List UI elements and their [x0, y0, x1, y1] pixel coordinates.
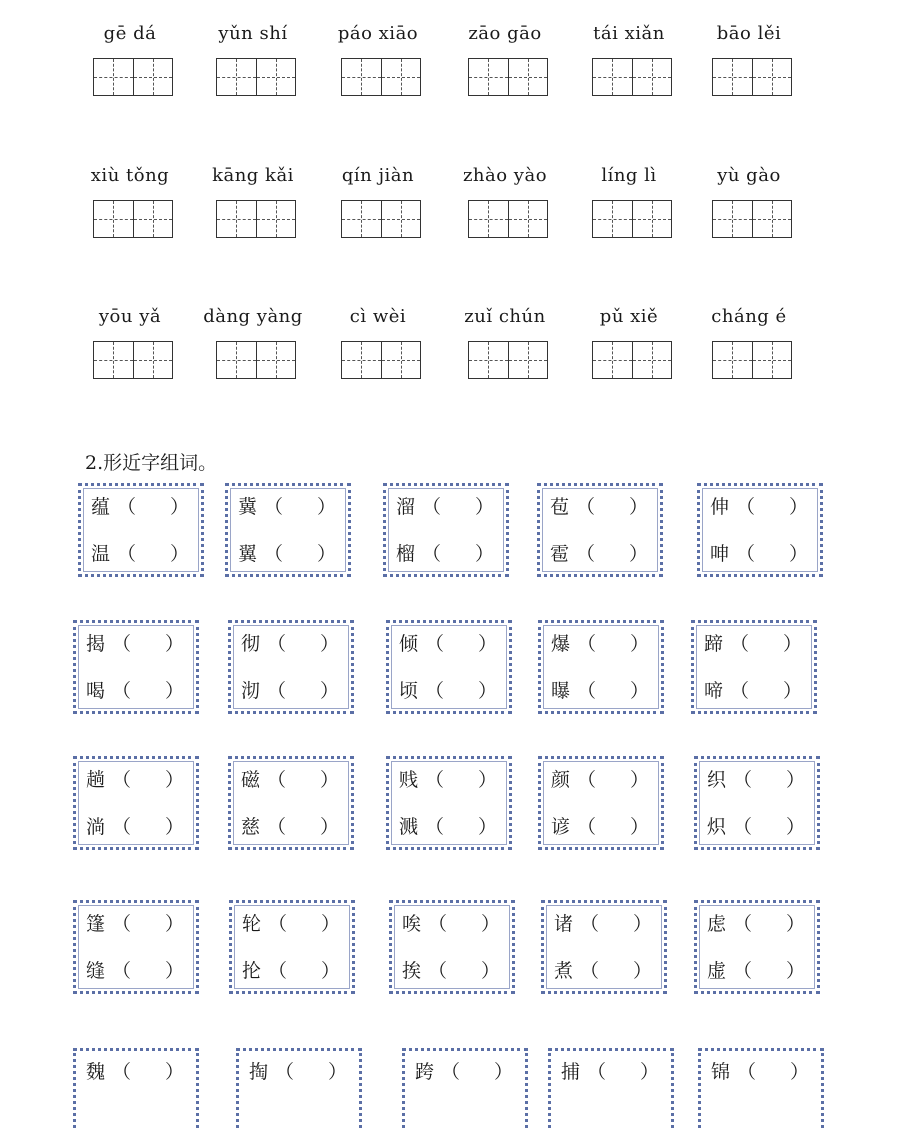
open-paren: （ — [264, 543, 284, 565]
character: 翼 — [238, 543, 258, 565]
close-paren: ） — [477, 680, 497, 702]
word-line[interactable] — [402, 958, 500, 984]
close-paren: ） — [477, 816, 497, 838]
close-paren: ） — [319, 633, 339, 655]
tian-grid-answer-box[interactable] — [93, 341, 173, 379]
tian-grid-answer-box[interactable] — [468, 341, 548, 379]
close-paren: ） — [789, 1061, 809, 1083]
close-paren: ） — [629, 816, 649, 838]
close-paren: ） — [169, 543, 189, 565]
tian-grid-cell[interactable] — [469, 342, 508, 378]
word-line[interactable] — [238, 494, 336, 520]
character: 挨 — [402, 960, 422, 982]
word-line[interactable] — [551, 767, 649, 793]
character: 煮 — [554, 960, 574, 982]
word-group-box — [383, 483, 509, 577]
word-group-box — [73, 756, 199, 850]
pinyin-item — [450, 22, 560, 102]
tian-grid-cell[interactable] — [133, 201, 173, 237]
word-line[interactable] — [561, 1059, 659, 1085]
close-paren: ） — [785, 816, 805, 838]
open-paren: （ — [425, 633, 445, 655]
open-paren: （ — [112, 680, 132, 702]
close-paren: ） — [632, 960, 652, 982]
word-line[interactable] — [396, 541, 494, 567]
close-paren: ） — [493, 1061, 513, 1083]
open-paren: （ — [730, 633, 750, 655]
tian-grid-cell[interactable] — [632, 59, 672, 95]
close-paren: ） — [788, 543, 808, 565]
open-paren: （ — [267, 633, 287, 655]
open-paren: （ — [577, 680, 597, 702]
word-line[interactable] — [402, 911, 500, 937]
character: 苞 — [550, 496, 570, 518]
close-paren: ） — [629, 680, 649, 702]
pinyin-text: líng lì — [601, 165, 657, 186]
open-paren: （ — [577, 769, 597, 791]
close-paren: ） — [164, 913, 184, 935]
open-paren: （ — [580, 913, 600, 935]
open-paren: （ — [733, 913, 753, 935]
pinyin-item — [694, 305, 804, 385]
character: 缝 — [86, 960, 106, 982]
word-line[interactable] — [399, 767, 497, 793]
character: 喝 — [86, 680, 106, 702]
word-line[interactable] — [399, 631, 497, 657]
tian-grid-cell[interactable] — [217, 342, 256, 378]
tian-grid-cell[interactable] — [381, 201, 421, 237]
word-group-box — [228, 620, 354, 714]
word-line[interactable] — [707, 814, 805, 840]
tian-grid-answer-box[interactable] — [592, 58, 672, 96]
pinyin-text: kāng kǎi — [212, 165, 294, 186]
tian-grid-answer-box[interactable] — [468, 58, 548, 96]
word-line[interactable] — [551, 631, 649, 657]
word-line[interactable] — [554, 911, 652, 937]
open-paren: （ — [733, 960, 753, 982]
tian-grid-cell[interactable] — [593, 59, 632, 95]
character: 颜 — [551, 769, 571, 791]
word-group-box — [389, 900, 515, 994]
word-group-box — [541, 900, 667, 994]
word-group-box — [694, 756, 820, 850]
word-group-box — [538, 620, 664, 714]
close-paren: ） — [319, 816, 339, 838]
pinyin-item — [450, 164, 560, 244]
word-line[interactable] — [86, 814, 184, 840]
open-paren: （ — [425, 680, 445, 702]
character: 温 — [91, 543, 111, 565]
word-line[interactable] — [707, 767, 805, 793]
pinyin-item — [694, 164, 804, 244]
character: 啼 — [704, 680, 724, 702]
tian-grid-cell[interactable] — [713, 342, 752, 378]
pinyin-item — [198, 305, 308, 385]
character: 轮 — [242, 913, 262, 935]
word-group-box — [73, 620, 199, 714]
tian-grid-cell[interactable] — [256, 342, 296, 378]
pinyin-text: yù gào — [717, 165, 781, 186]
word-group-box — [386, 620, 512, 714]
character: 趟 — [86, 769, 106, 791]
word-line[interactable] — [91, 494, 189, 520]
section-title: 2.形近字组词。 — [85, 452, 218, 474]
tian-grid-cell[interactable] — [133, 342, 173, 378]
word-line[interactable] — [707, 958, 805, 984]
tian-grid-answer-box[interactable] — [341, 58, 421, 96]
pinyin-text: páo xiāo — [337, 23, 419, 44]
word-line[interactable] — [710, 541, 808, 567]
tian-grid-answer-box[interactable] — [341, 341, 421, 379]
tian-grid-cell[interactable] — [381, 59, 421, 95]
character: 虚 — [707, 960, 727, 982]
close-paren: ） — [477, 633, 497, 655]
close-paren: ） — [785, 769, 805, 791]
tian-grid-cell[interactable] — [752, 59, 792, 95]
close-paren: ） — [639, 1061, 659, 1083]
close-paren: ） — [164, 960, 184, 982]
tian-grid-answer-box[interactable] — [216, 58, 296, 96]
character: 抡 — [242, 960, 262, 982]
open-paren: （ — [275, 1061, 295, 1083]
character: 蹄 — [704, 633, 724, 655]
word-group-box — [402, 1048, 528, 1128]
tian-grid-cell[interactable] — [508, 201, 548, 237]
tian-grid-answer-box[interactable] — [216, 200, 296, 238]
pinyin-text: zuǐ chún — [464, 306, 546, 327]
close-paren: ） — [480, 913, 500, 935]
word-line[interactable] — [399, 678, 497, 704]
tian-grid-cell[interactable] — [593, 201, 632, 237]
word-line[interactable] — [86, 631, 184, 657]
open-paren: （ — [580, 960, 600, 982]
word-line[interactable] — [551, 678, 649, 704]
tian-grid-cell[interactable] — [752, 201, 792, 237]
tian-grid-answer-box[interactable] — [592, 200, 672, 238]
word-line[interactable] — [242, 958, 340, 984]
tian-grid-cell[interactable] — [256, 59, 296, 95]
character: 跨 — [415, 1061, 435, 1083]
close-paren: ） — [474, 496, 494, 518]
tian-grid-cell[interactable] — [713, 201, 752, 237]
close-paren: ） — [632, 913, 652, 935]
character: 溜 — [396, 496, 416, 518]
word-line[interactable] — [241, 631, 339, 657]
close-paren: ） — [782, 633, 802, 655]
open-paren: （ — [112, 960, 132, 982]
close-paren: ） — [628, 543, 648, 565]
open-paren: （ — [428, 960, 448, 982]
open-paren: （ — [117, 496, 137, 518]
tian-grid-answer-box[interactable] — [468, 200, 548, 238]
character: 呻 — [710, 543, 730, 565]
pinyin-item — [323, 164, 433, 244]
word-group-box — [537, 483, 663, 577]
pinyin-text: cì wèi — [349, 306, 407, 327]
pinyin-text: dàng yàng — [203, 306, 303, 327]
close-paren: ） — [164, 816, 184, 838]
tian-grid-cell[interactable] — [508, 59, 548, 95]
pinyin-text: pǔ xiě — [599, 306, 659, 327]
word-line[interactable] — [91, 541, 189, 567]
tian-grid-cell[interactable] — [632, 201, 672, 237]
open-paren: （ — [733, 769, 753, 791]
open-paren: （ — [577, 816, 597, 838]
tian-grid-cell[interactable] — [94, 59, 133, 95]
pinyin-text: qín jiàn — [341, 165, 415, 186]
open-paren: （ — [267, 816, 287, 838]
open-paren: （ — [577, 633, 597, 655]
tian-grid-cell[interactable] — [94, 342, 133, 378]
word-line[interactable] — [550, 541, 648, 567]
tian-grid-answer-box[interactable] — [712, 58, 792, 96]
word-line[interactable] — [711, 1059, 809, 1085]
pinyin-text: yōu yǎ — [98, 306, 162, 327]
word-line[interactable] — [704, 631, 802, 657]
open-paren: （ — [428, 913, 448, 935]
character: 曝 — [551, 680, 571, 702]
tian-grid-answer-box[interactable] — [93, 58, 173, 96]
pinyin-text: yǔn shí — [218, 23, 288, 44]
close-paren: ） — [316, 496, 336, 518]
word-group-box — [78, 483, 204, 577]
tian-grid-cell[interactable] — [713, 59, 752, 95]
open-paren: （ — [441, 1061, 461, 1083]
open-paren: （ — [730, 680, 750, 702]
word-group-box — [73, 1048, 199, 1128]
pinyin-item — [198, 22, 308, 102]
word-line[interactable] — [238, 541, 336, 567]
word-line[interactable] — [710, 494, 808, 520]
tian-grid-answer-box[interactable] — [712, 200, 792, 238]
word-line[interactable] — [707, 911, 805, 937]
character: 锦 — [711, 1061, 731, 1083]
open-paren: （ — [268, 913, 288, 935]
word-group-box — [538, 756, 664, 850]
open-paren: （ — [425, 816, 445, 838]
close-paren: ） — [474, 543, 494, 565]
word-group-box — [236, 1048, 362, 1128]
word-line[interactable] — [86, 767, 184, 793]
character: 织 — [707, 769, 727, 791]
close-paren: ） — [477, 769, 497, 791]
word-line[interactable] — [241, 814, 339, 840]
tian-grid-cell[interactable] — [632, 342, 672, 378]
character: 炽 — [707, 816, 727, 838]
word-line[interactable] — [249, 1059, 347, 1085]
close-paren: ） — [785, 960, 805, 982]
character: 溅 — [399, 816, 419, 838]
tian-grid-cell[interactable] — [752, 342, 792, 378]
word-line[interactable] — [86, 911, 184, 937]
character: 倾 — [399, 633, 419, 655]
character: 虑 — [707, 913, 727, 935]
word-line[interactable] — [86, 1059, 184, 1085]
close-paren: ） — [782, 680, 802, 702]
pinyin-text: zhào yào — [462, 165, 548, 186]
tian-grid-answer-box[interactable] — [712, 341, 792, 379]
open-paren: （ — [267, 680, 287, 702]
pinyin-text: cháng é — [711, 306, 787, 327]
open-paren: （ — [737, 1061, 757, 1083]
close-paren: ） — [319, 769, 339, 791]
tian-grid-cell[interactable] — [508, 342, 548, 378]
word-line[interactable] — [86, 678, 184, 704]
character: 磁 — [241, 769, 261, 791]
pinyin-text: bāo lěi — [716, 23, 782, 44]
character: 冀 — [238, 496, 258, 518]
open-paren: （ — [587, 1061, 607, 1083]
character: 榴 — [396, 543, 416, 565]
word-group-box — [694, 900, 820, 994]
word-line[interactable] — [554, 958, 652, 984]
word-line[interactable] — [86, 958, 184, 984]
tian-grid-answer-box[interactable] — [592, 341, 672, 379]
close-paren: ） — [320, 960, 340, 982]
close-paren: ） — [319, 680, 339, 702]
open-paren: （ — [733, 816, 753, 838]
close-paren: ） — [164, 680, 184, 702]
character: 贱 — [399, 769, 419, 791]
character: 唉 — [402, 913, 422, 935]
close-paren: ） — [785, 913, 805, 935]
close-paren: ） — [164, 1061, 184, 1083]
word-line[interactable] — [704, 678, 802, 704]
pinyin-item — [323, 305, 433, 385]
open-paren: （ — [422, 543, 442, 565]
tian-grid-cell[interactable] — [342, 201, 381, 237]
character: 沏 — [241, 680, 261, 702]
tian-grid-cell[interactable] — [469, 201, 508, 237]
pinyin-text: tái xiǎn — [593, 23, 665, 44]
word-group-box — [697, 483, 823, 577]
pinyin-item — [75, 305, 185, 385]
close-paren: ） — [628, 496, 648, 518]
pinyin-item — [323, 22, 433, 102]
close-paren: ） — [629, 769, 649, 791]
open-paren: （ — [736, 543, 756, 565]
word-group-box — [225, 483, 351, 577]
close-paren: ） — [788, 496, 808, 518]
open-paren: （ — [736, 496, 756, 518]
word-group-box — [228, 756, 354, 850]
close-paren: ） — [320, 913, 340, 935]
character: 蕴 — [91, 496, 111, 518]
pinyin-item — [75, 164, 185, 244]
tian-grid-answer-box[interactable] — [93, 200, 173, 238]
word-line[interactable] — [241, 767, 339, 793]
character: 伸 — [710, 496, 730, 518]
open-paren: （ — [117, 543, 137, 565]
close-paren: ） — [164, 769, 184, 791]
word-group-box — [73, 900, 199, 994]
word-group-box — [698, 1048, 824, 1128]
character: 淌 — [86, 816, 106, 838]
word-line[interactable] — [551, 814, 649, 840]
pinyin-item — [198, 164, 308, 244]
character: 谚 — [551, 816, 571, 838]
character: 揭 — [86, 633, 106, 655]
pinyin-item — [574, 305, 684, 385]
character: 捕 — [561, 1061, 581, 1083]
tian-grid-cell[interactable] — [133, 59, 173, 95]
character: 魏 — [86, 1061, 106, 1083]
pinyin-item — [574, 22, 684, 102]
tian-grid-cell[interactable] — [94, 201, 133, 237]
word-group-box — [229, 900, 355, 994]
word-group-box — [691, 620, 817, 714]
word-line[interactable] — [241, 678, 339, 704]
tian-grid-cell[interactable] — [342, 59, 381, 95]
word-group-box — [386, 756, 512, 850]
open-paren: （ — [422, 496, 442, 518]
open-paren: （ — [267, 769, 287, 791]
character: 爆 — [551, 633, 571, 655]
tian-grid-cell[interactable] — [217, 201, 256, 237]
pinyin-item — [450, 305, 560, 385]
tian-grid-cell[interactable] — [593, 342, 632, 378]
pinyin-text: zāo gāo — [468, 23, 542, 44]
tian-grid-cell[interactable] — [256, 201, 296, 237]
open-paren: （ — [576, 496, 596, 518]
character: 彻 — [241, 633, 261, 655]
tian-grid-cell[interactable] — [469, 59, 508, 95]
close-paren: ） — [164, 633, 184, 655]
character: 慈 — [241, 816, 261, 838]
word-group-box — [548, 1048, 674, 1128]
character: 篷 — [86, 913, 106, 935]
character: 顷 — [399, 680, 419, 702]
tian-grid-cell[interactable] — [381, 342, 421, 378]
close-paren: ） — [480, 960, 500, 982]
pinyin-text: gē dá — [103, 23, 157, 44]
open-paren: （ — [425, 769, 445, 791]
open-paren: （ — [112, 816, 132, 838]
word-line[interactable] — [415, 1059, 513, 1085]
pinyin-item — [574, 164, 684, 244]
word-line[interactable] — [242, 911, 340, 937]
word-line[interactable] — [396, 494, 494, 520]
character: 诸 — [554, 913, 574, 935]
close-paren: ） — [629, 633, 649, 655]
open-paren: （ — [112, 633, 132, 655]
word-line[interactable] — [550, 494, 648, 520]
close-paren: ） — [316, 543, 336, 565]
pinyin-item — [694, 22, 804, 102]
pinyin-item — [75, 22, 185, 102]
open-paren: （ — [112, 1061, 132, 1083]
character: 掏 — [249, 1061, 269, 1083]
close-paren: ） — [327, 1061, 347, 1083]
tian-grid-answer-box[interactable] — [341, 200, 421, 238]
close-paren: ） — [169, 496, 189, 518]
open-paren: （ — [576, 543, 596, 565]
tian-grid-cell[interactable] — [217, 59, 256, 95]
pinyin-text: xiù tǒng — [90, 165, 170, 186]
open-paren: （ — [112, 913, 132, 935]
character: 雹 — [550, 543, 570, 565]
open-paren: （ — [112, 769, 132, 791]
word-line[interactable] — [399, 814, 497, 840]
open-paren: （ — [264, 496, 284, 518]
open-paren: （ — [268, 960, 288, 982]
tian-grid-answer-box[interactable] — [216, 341, 296, 379]
tian-grid-cell[interactable] — [342, 342, 381, 378]
